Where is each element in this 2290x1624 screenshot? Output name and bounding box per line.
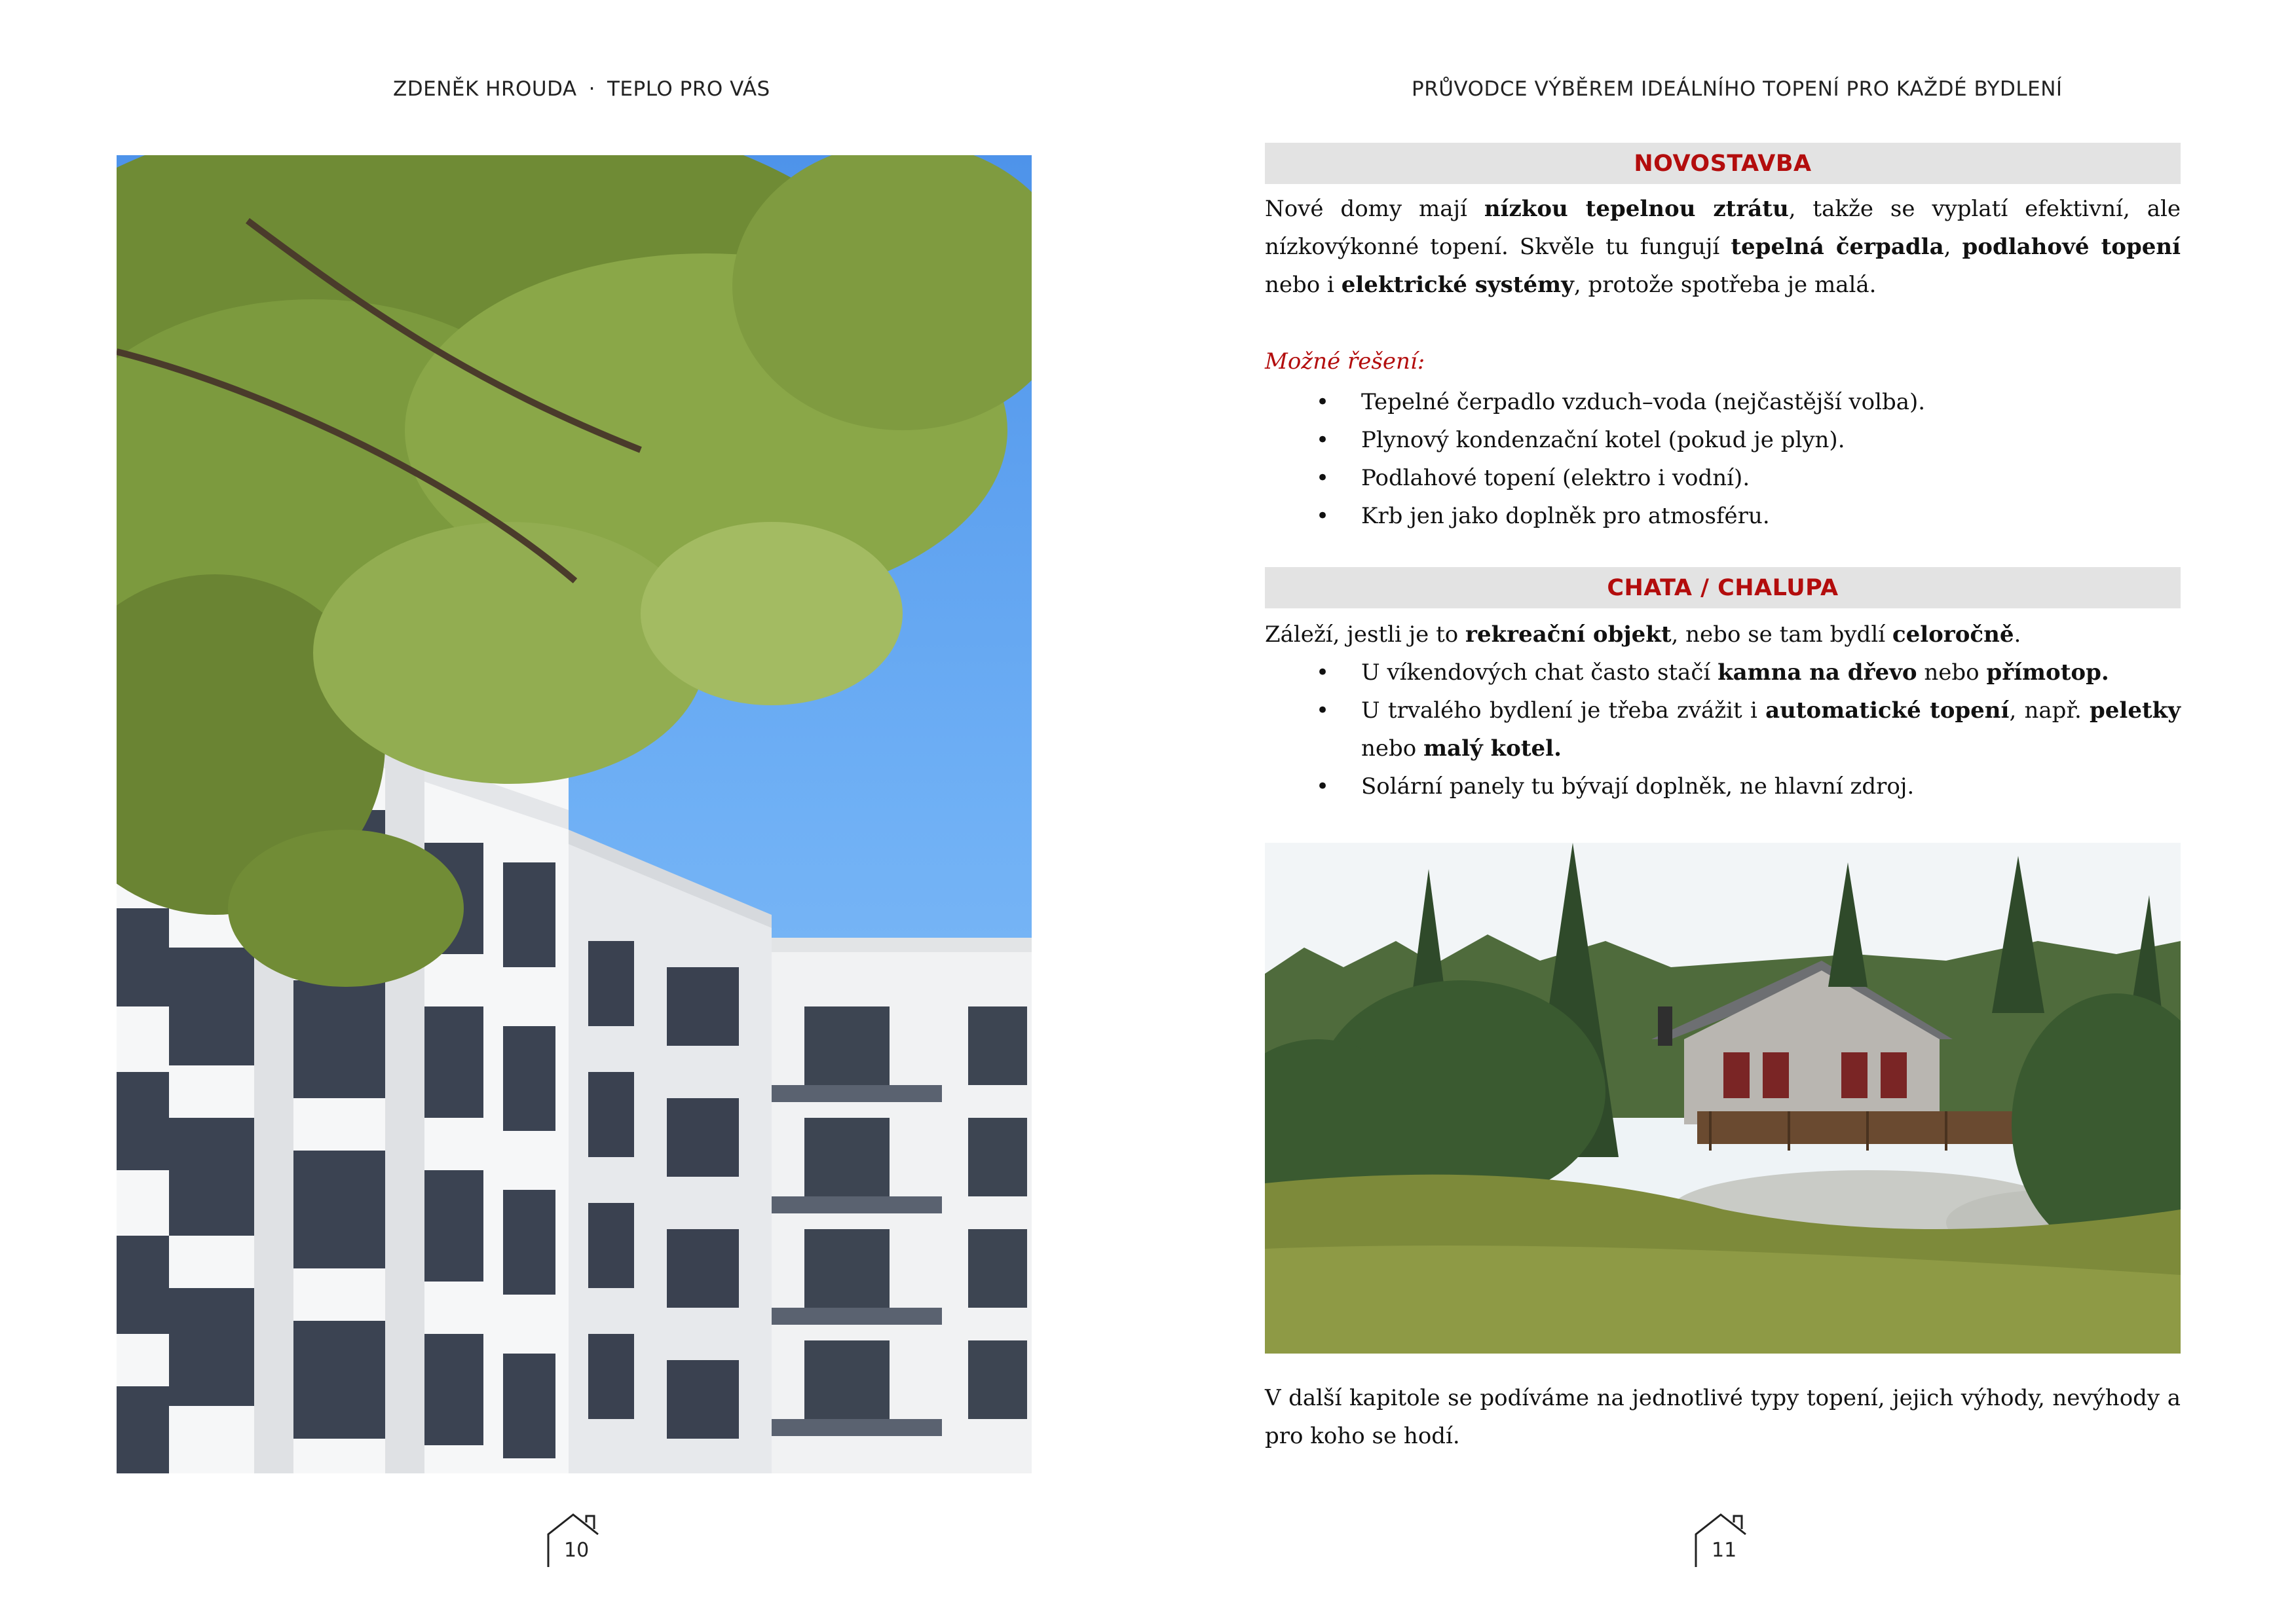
closing-paragraph: V další kapitole se podíváme na jednotlivé typy topení, jejich výhody, nevýhody a pro koho se hodí. [1265, 1385, 2181, 1449]
section-heading-chata: CHATA / CHALUPA [1265, 567, 2181, 608]
chata-intro: Záleží, jestli je to rekreační objekt, nebo se tam bydlí celoročně. [1265, 621, 2021, 648]
list-item: • Podlahové topení (elektro i vodní). [1265, 459, 2181, 497]
running-head-right: PRŮVODCE VÝBĚREM IDEÁLNÍHO TOPENÍ PRO KAŽDÉ BYDLENÍ [1412, 77, 2063, 101]
cabin-in-forest-photo [1265, 843, 2181, 1354]
solutions-list [1265, 383, 2181, 535]
list-item: • Krb jen jako doplněk pro atmosféru. [1265, 497, 2181, 535]
book-title: TEPLO PRO VÁS [607, 77, 770, 101]
page-number-text: 11 [1712, 1539, 1737, 1562]
page-number-left [546, 1509, 605, 1568]
page-number-text: 10 [564, 1539, 590, 1562]
author-name: ZDENĚK HROUDA [393, 77, 577, 101]
apartment-buildings-photo [117, 155, 1032, 1473]
list-item: • U víkendových chat často stačí kamna na dřevo nebo přímotop. [1265, 654, 2181, 692]
section-heading-novostavba: NOVOSTAVBA [1265, 143, 2181, 184]
list-item: • Tepelné čerpadlo vzduch–voda (nejčastější volba). [1265, 383, 2181, 421]
solutions-label: Možné řešení: [1265, 348, 1425, 375]
list-item: • U trvalého bydlení je třeba zvážit i automatické topení, např. peletky nebo malý kotel. [1265, 692, 2181, 767]
head-separator: · [588, 77, 595, 101]
chata-list [1265, 654, 2181, 805]
list-item: • Solární panely tu bývají doplněk, ne hlavní zdroj. [1265, 767, 2181, 805]
page-number-right [1693, 1509, 1752, 1568]
running-head-left [393, 77, 770, 101]
list-item: • Plynový kondenzační kotel (pokud je plyn). [1265, 421, 2181, 459]
novostavba-paragraph: Nové domy mají nízkou tepelnou ztrátu, takže se vyplatí efektivní, ale nízkovýkonné topení. Skvěle tu fungují tepelná čerpadla, podlahové topení nebo i elektrické systémy, protože spotřeba je malá. [1265, 196, 2181, 298]
